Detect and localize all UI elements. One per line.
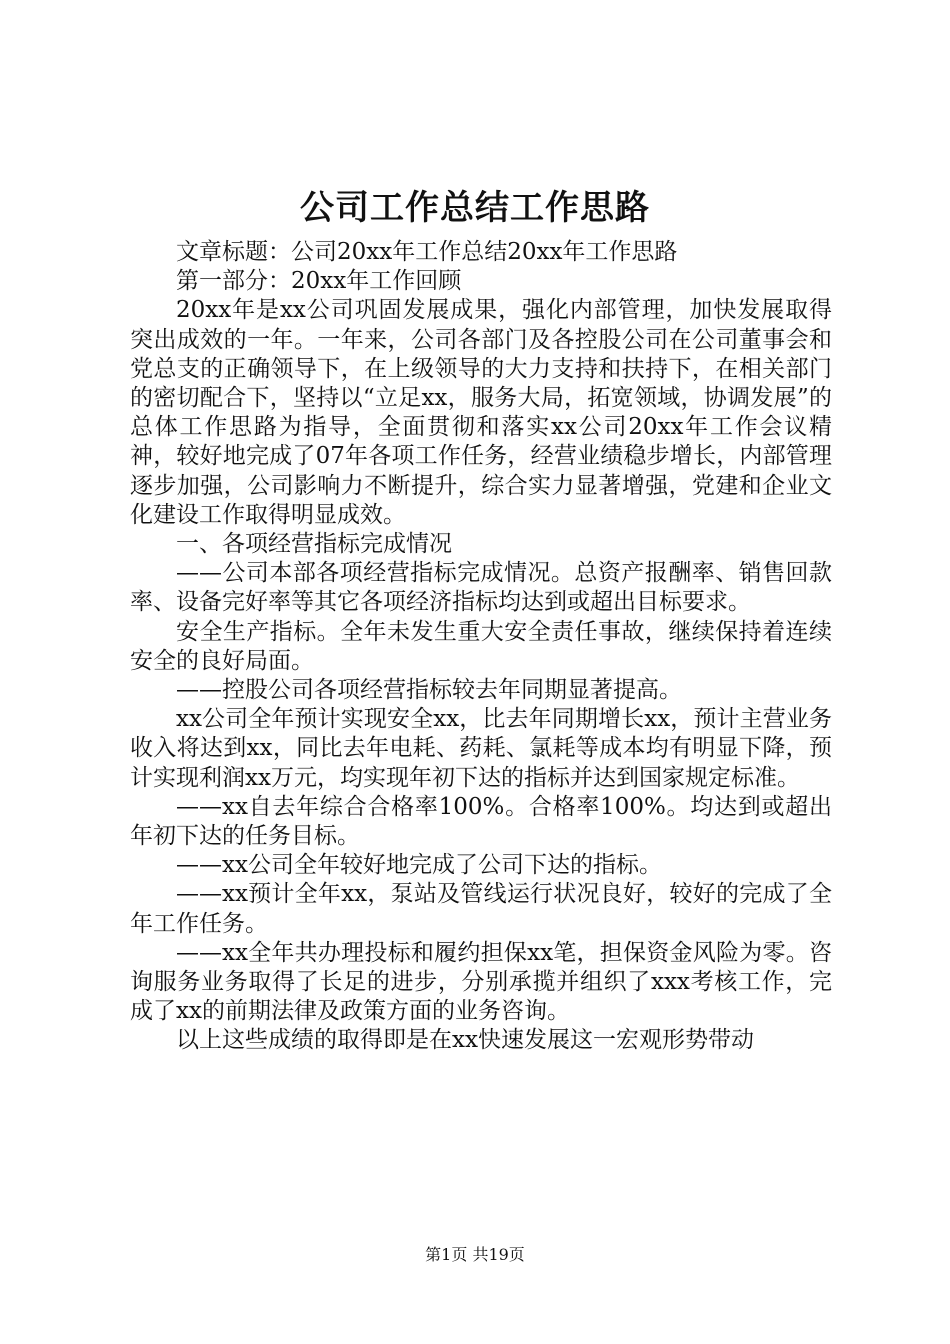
paragraph-subsidiary-indicators: ——控股公司各项经营指标较去年同期显著提高。 [176,677,682,704]
paragraph-company-forecast: xx公司全年预计实现安全xx，比去年同期增长xx，预计主营业务收入将达到xx，同比去年电耗、药耗、氯耗等成本均有明显下降，预计实现利润xx万元，均实现年初下达的指标并达到国家规定标准。 [130,706,832,791]
page-number: 第1页 共19页 [425,1245,525,1264]
document-title: 公司工作总结工作思路 [300,188,650,228]
paragraph-quality-rate: ——xx自去年综合合格率100%。合格率100%。均达到或超出年初下达的任务目标。 [130,793,832,850]
paragraph-headquarters-indicators: ——公司本部各项经营指标完成情况。总资产报酬率、销售回款率、设备完好率等其它各项经济指标均达到或超出目标要求。 [130,560,832,616]
document-body [130,238,832,1056]
paragraph-article-title: 文章标题：公司20xx年工作总结20xx年工作思路 [176,239,678,265]
paragraph-pump-station: ——xx预计全年xx，泵站及管线运行状况良好，较好的完成了全年工作任务。 [130,881,832,937]
paragraph-targets-completed: ——xx公司全年较好地完成了公司下达的指标。 [176,852,662,879]
paragraph-safety-indicators: 安全生产指标。全年未发生重大安全责任事故，继续保持着连续安全的良好局面。 [130,618,832,674]
paragraph-guarantee-business: ——xx全年共办理投标和履约担保xx笔，担保资金风险为零。咨询服务业务取得了长足的进步，分别承揽并组织了xxx考核工作，完成了xx的前期法律及政策方面的业务咨询。 [130,939,832,1025]
section-heading-indicators: 一、各项经营指标完成情况 [176,531,452,558]
paragraph-review-intro: 20xx年是xx公司巩固发展成果，强化内部管理，加快发展取得突出成效的一年。一年来，公司各部门及各控股公司在公司董事会和党总支的正确领导下，在上级领导的大力支持和扶持下，在相关部门的密切配合下，坚持以“立足xx，服务大局，拓宽领域，协调发展”的总体工作思路为指导，全面贯彻和落实xx公司20xx年工作会议精神，较好地完成了07年各项工作任务，经营业绩稳步增长，内部管理逐步加强，公司影响力不断提升，综合实力显著增强，党建和企业文化建设工作取得明显成效。 [130,297,832,528]
paragraph-part-one-heading: 第一部分：20xx年工作回顾 [176,268,462,295]
paragraph-achievements: 以上这些成绩的取得即是在xx快速发展这一宏观形势带动 [176,1027,754,1054]
